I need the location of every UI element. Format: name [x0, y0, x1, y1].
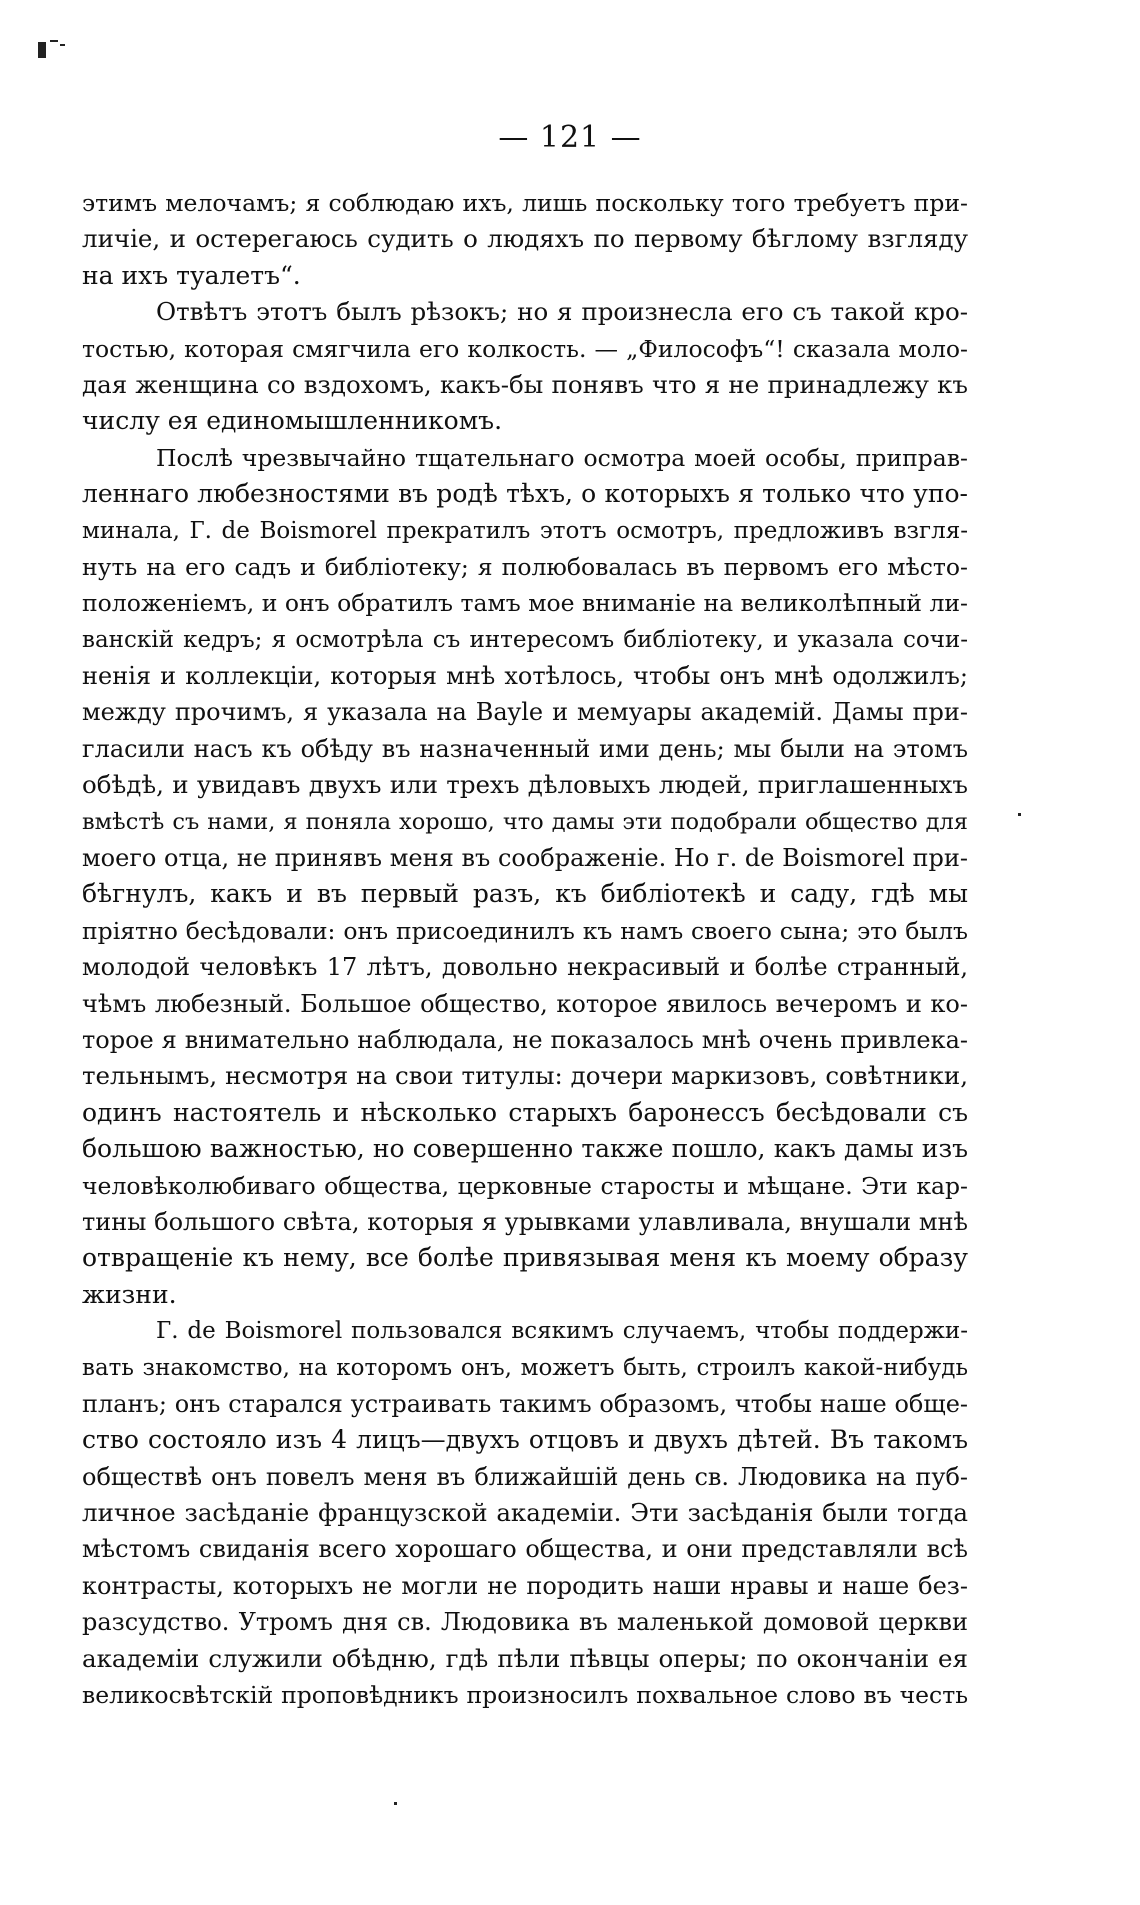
text-line: бѣгнулъ, какъ и въ первый разъ, къ библіотекѣ и саду, гдѣ мы [82, 879, 968, 909]
text-line: минала, Г. de Boismorel прекратилъ этотъ осмотръ, предложивъ взгля- [82, 517, 968, 544]
text-line: жизни. [82, 1279, 177, 1309]
text-line: вмѣстѣ съ нами, я поняла хорошо, что дамы эти подобрали общество для [82, 808, 968, 835]
text-line: великосвѣтскій проповѣдникъ произносилъ похвальное слово въ честь [82, 1681, 968, 1710]
text-line: личіе, и остерегаюсь судить о людяхъ по первому бѣглому взгляду [82, 224, 968, 254]
corner-ink-mark [38, 42, 46, 58]
text-line: молодой человѣкъ 17 лѣтъ, довольно некрасивый и болѣе странный, [82, 953, 968, 982]
text-line: дая женщина со вздохомъ, какъ-бы понявъ что я не принадлежу къ [82, 369, 968, 399]
text-line: личное засѣданіе французской академіи. Эти засѣданія были тогда [82, 1498, 968, 1528]
text-line: мѣстомъ свиданія всего хорошаго общества, и они представляли всѣ [82, 1535, 968, 1564]
text-line: этимъ мелочамъ; я соблюдаю ихъ, лишь поскольку того требуетъ при- [82, 189, 968, 217]
text-line: тостью, которая смягчила его колкость. — „Философъ“! сказала моло- [82, 334, 968, 363]
text-line: Послѣ чрезвычайно тщательнаго осмотра моей особы, приправ- [156, 443, 968, 472]
text-line: положеніемъ, и онъ обратилъ тамъ мое вниманіе на великолѣпный ли- [82, 589, 968, 618]
text-line: обществѣ онъ повелъ меня въ ближайшій день св. Людовика на пуб- [82, 1462, 968, 1491]
text-line: контрасты, которыхъ не могли не породить наши нравы и наше без- [82, 1571, 968, 1600]
text-line: нуть на его садъ и библіотеку; я полюбовалась въ первомъ его мѣсто- [82, 552, 968, 581]
text-line: человѣколюбиваго общества, церковные старосты и мѣщане. Эти кар- [82, 1171, 968, 1200]
text-line: Отвѣтъ этотъ былъ рѣзокъ; но я произнесла его съ такой кро- [156, 297, 968, 327]
margin-speck [394, 1802, 397, 1805]
text-line: большою важностью, но совершенно также пошло, какъ дамы изъ [82, 1134, 968, 1164]
text-line: вать знакомство, на которомъ онъ, можетъ быть, строилъ какой-нибудь [82, 1354, 968, 1381]
text-line: планъ; онъ старался устраивать такимъ образомъ, чтобы наше обще- [82, 1389, 968, 1418]
text-line: моего отца, не принявъ меня въ соображеніе. Но г. de Boismorel при- [82, 844, 968, 873]
text-line: одинъ настоятель и нѣсколько старыхъ баронессъ бесѣдовали съ [82, 1097, 968, 1127]
text-line: ненія и коллекціи, которыя мнѣ хотѣлось, чтобы онъ мнѣ одолжилъ; [82, 662, 968, 691]
text-line: разсудство. Утромъ дня св. Людовика въ маленькой домовой церкви [82, 1608, 968, 1637]
text-line: ство состояло изъ 4 лицъ—двухъ отцовъ и двухъ дѣтей. Въ такомъ [82, 1425, 968, 1455]
corner-ink-mark [60, 44, 65, 46]
text-line: на ихъ туалетъ“. [82, 260, 301, 290]
margin-speck [1018, 813, 1021, 816]
body-text [82, 185, 968, 1713]
text-line: обѣдѣ, и увидавъ двухъ или трехъ дѣловыхъ людей, приглашенныхъ [82, 770, 968, 800]
text-line: тины большого свѣта, которыя я урывками улавливала, внушали мнѣ [82, 1207, 968, 1236]
text-line: между прочимъ, я указала на Bayle и мемуары академій. Дамы при- [82, 698, 968, 727]
text-line: леннаго любезностями въ родѣ тѣхъ, о которыхъ я только что упо- [82, 479, 968, 509]
text-line: чѣмъ любезный. Большое общество, которое явилось вечеромъ и ко- [82, 989, 968, 1018]
text-line: торое я внимательно наблюдала, не показалось мнѣ очень привлека- [82, 1025, 968, 1054]
text-line: тельнымъ, несмотря на свои титулы: дочери маркизовъ, совѣтники, [82, 1061, 968, 1091]
text-line: академіи служили обѣдню, гдѣ пѣли пѣвцы оперы; по окончаніи ея [82, 1643, 968, 1673]
text-line: Г. de Boismorel пользовался всякимъ случаемъ, чтобы поддержи- [156, 1318, 968, 1345]
text-line: ванскій кедръ; я осмотрѣла съ интересомъ библіотеку, и указала сочи- [82, 626, 968, 653]
text-line: отвращеніе къ нему, все болѣе привязывая меня къ моему образу [82, 1243, 968, 1273]
page-number: — 121 — [498, 120, 642, 155]
text-line: числу ея единомышленникомъ. [82, 406, 503, 436]
text-line: гласили насъ къ обѣду въ назначенный ими день; мы были на этомъ [82, 734, 968, 763]
text-line: пріятно бесѣдовали: онъ присоединилъ къ намъ своего сына; это былъ [82, 916, 968, 945]
corner-ink-mark [50, 40, 58, 42]
